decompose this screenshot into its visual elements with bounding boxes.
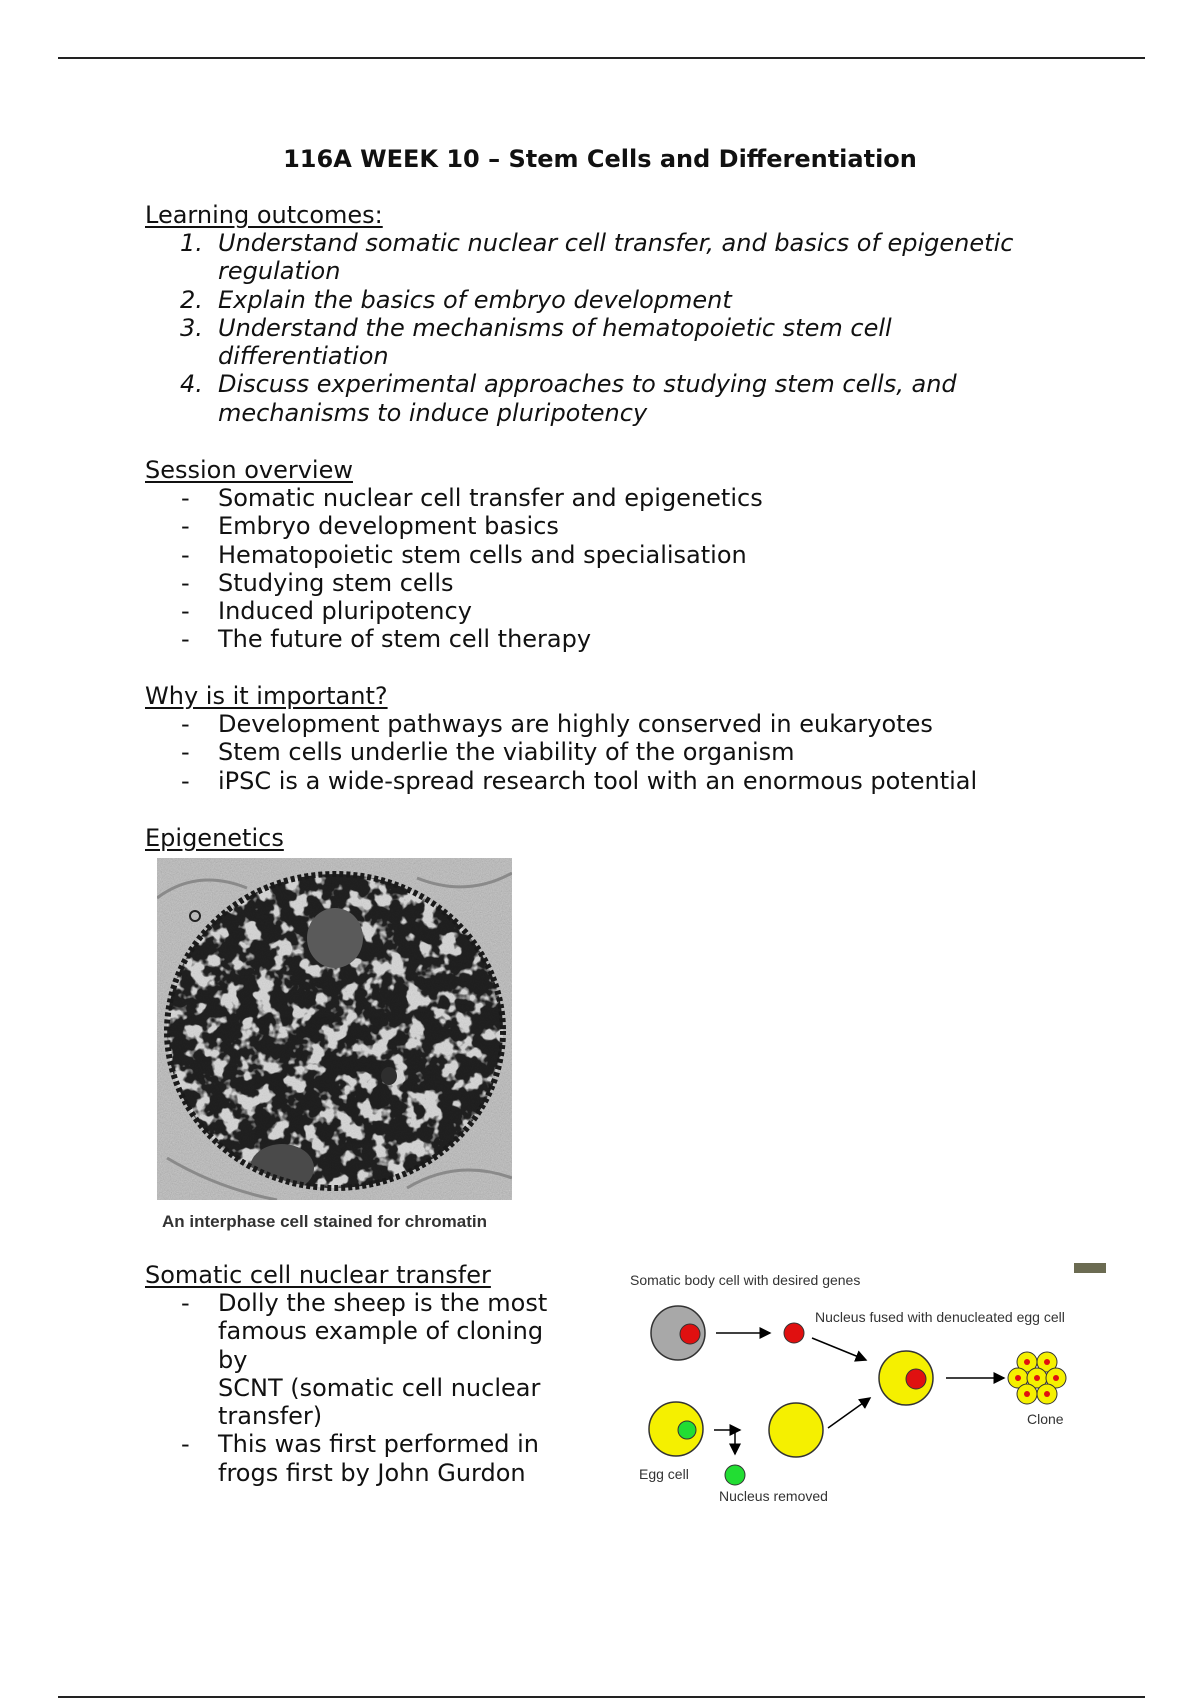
micrograph-caption: An interphase cell stained for chromatin: [162, 1212, 487, 1231]
list-item: - The future of stem cell therapy: [181, 625, 592, 654]
epigenetics-heading: Epigenetics: [145, 824, 284, 852]
fused-nucleus: [906, 1369, 926, 1389]
list-item: - Induced pluripotency: [181, 597, 472, 626]
list-item: - Studying stem cells: [181, 568, 454, 597]
egg-nucleus: [678, 1421, 696, 1439]
somatic-nucleus: [680, 1324, 700, 1344]
scnt-list: [145, 1289, 565, 1487]
arrow: [812, 1338, 866, 1360]
clone-label: Clone: [1027, 1411, 1064, 1427]
arrow: [828, 1398, 870, 1428]
list-item: 1. Understand somatic nuclear cell transfer, and basics of epigenetic regulation: [180, 229, 1014, 286]
list-item: - Development pathways are highly conserved in eukaryotes: [181, 710, 933, 738]
session-overview-list: [145, 484, 763, 654]
list-item: - This was first performed in frogs first by John Gurdon: [181, 1430, 539, 1487]
list-item: 4. Discuss experimental approaches to studying stem cells, and mechanisms to induce pluripotency: [180, 370, 957, 427]
list-item: - Hematopoietic stem cells and specialisation: [181, 540, 747, 569]
list-item: - Stem cells underlie the viability of the organism: [181, 738, 795, 767]
learning-outcomes-heading: Learning outcomes:: [145, 201, 383, 229]
why-important-heading: Why is it important?: [145, 682, 388, 710]
why-important-list: [145, 710, 977, 795]
footer-rule: [58, 1696, 1145, 1698]
extracted-nucleus: [784, 1323, 804, 1343]
scnt-heading: Somatic cell nuclear transfer: [145, 1261, 491, 1289]
nucleus-removed-label: Nucleus removed: [719, 1488, 828, 1504]
list-item: - iPSC is a wide-spread research tool with an enormous potential: [181, 766, 978, 795]
list-item: 2. Explain the basics of embryo development: [180, 285, 732, 314]
corner-mark: [1074, 1263, 1106, 1273]
session-overview-heading: Session overview: [145, 456, 353, 484]
clone-cluster: [1008, 1352, 1066, 1404]
list-item: 3. Understand the mechanisms of hematopoietic stem cell differentiation: [180, 313, 892, 371]
chromatin-micrograph: [157, 858, 512, 1200]
denucleated-egg: [769, 1403, 823, 1457]
scnt-diagram: [622, 1258, 1112, 1508]
learning-outcomes-list: [145, 229, 1013, 427]
list-item: - Dolly the sheep is the most famous example of cloning by SCNT (somatic cell nuclear transfer): [181, 1289, 548, 1431]
list-item: - Somatic nuclear cell transfer and epigenetics: [181, 484, 763, 512]
removed-nucleus: [725, 1465, 745, 1485]
egg-cell-label: Egg cell: [639, 1466, 689, 1482]
list-item: - Embryo development basics: [181, 512, 559, 541]
page-title: 116A WEEK 10 – Stem Cells and Differentiation: [283, 145, 917, 173]
header-rule: [58, 57, 1145, 59]
fused-label: Nucleus fused with denucleated egg cell: [815, 1309, 1065, 1325]
somatic-cell-label: Somatic body cell with desired genes: [630, 1272, 861, 1288]
